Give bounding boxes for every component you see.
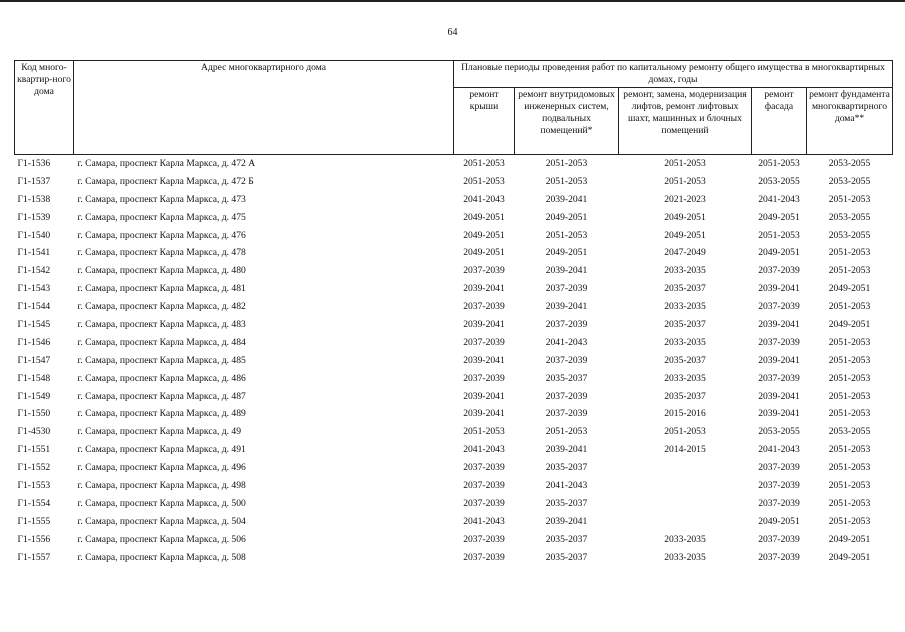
cell-facade: 2039-2041 (758, 390, 800, 402)
cell-facade: 2041-2043 (758, 193, 800, 205)
cell-lifts (619, 495, 752, 513)
cell-code: Г1-1553 (17, 479, 51, 491)
table-row (15, 477, 893, 495)
cell-foundation: 2053-2055 (828, 211, 871, 223)
cell-lifts: 2051-2053 (664, 157, 706, 169)
cell-address: г. Самара, проспект Карла Маркса, д. 481 (77, 283, 246, 295)
cell-address: г. Самара, проспект Карла Маркса, д. 478 (77, 247, 246, 259)
table-row (15, 298, 893, 316)
cell-engineering: 2035-2037 (545, 497, 588, 509)
cell-roof: 2041-2043 (463, 193, 505, 205)
cell-foundation: 2049-2051 (828, 551, 871, 563)
table-row (15, 334, 893, 352)
table-row (15, 513, 893, 531)
cell-lifts: 2051-2053 (664, 426, 706, 438)
repair-schedule-sheet (14, 60, 892, 566)
cell-foundation: 2051-2053 (828, 372, 871, 384)
header-foundation: ремонт фундамента многоквартирного дома** (807, 88, 893, 155)
cell-code: Г1-1550 (17, 408, 51, 420)
cell-code: Г1-1544 (17, 301, 51, 313)
cell-address: г. Самара, проспект Карла Маркса, д. 484 (77, 336, 246, 348)
cell-facade: 2053-2055 (758, 426, 800, 438)
cell-address: г. Самара, проспект Карла Маркса, д. 472 А (77, 157, 256, 169)
cell-code: Г1-1538 (17, 193, 51, 205)
cell-roof: 2051-2053 (463, 426, 505, 438)
cell-roof: 2041-2043 (463, 444, 505, 456)
cell-engineering: 2051-2053 (545, 157, 588, 169)
table-header (15, 61, 893, 155)
cell-roof: 2041-2043 (463, 515, 505, 527)
cell-lifts: 2014-2015 (664, 444, 706, 456)
cell-engineering: 2039-2041 (545, 193, 588, 205)
cell-foundation: 2049-2051 (828, 318, 871, 330)
cell-facade: 2037-2039 (758, 372, 800, 384)
cell-engineering: 2039-2041 (545, 515, 588, 527)
cell-address: г. Самара, проспект Карла Маркса, д. 482 (77, 301, 246, 313)
cell-roof: 2037-2039 (463, 265, 505, 277)
cell-address: г. Самара, проспект Карла Маркса, д. 475 (77, 211, 246, 223)
cell-engineering: 2051-2053 (545, 175, 588, 187)
cell-facade: 2037-2039 (758, 551, 800, 563)
table-row (15, 262, 893, 280)
cell-code: Г1-1547 (17, 354, 51, 366)
cell-roof: 2051-2053 (463, 175, 505, 187)
cell-foundation: 2051-2053 (828, 354, 871, 366)
cell-lifts: 2035-2037 (664, 354, 706, 366)
cell-facade: 2039-2041 (758, 354, 800, 366)
cell-code: Г1-1537 (17, 175, 51, 187)
cell-facade: 2049-2051 (758, 515, 800, 527)
cell-lifts: 2033-2035 (664, 301, 706, 313)
cell-code: Г1-1548 (17, 372, 51, 384)
cell-address: г. Самара, проспект Карла Маркса, д. 508 (77, 551, 246, 563)
cell-foundation: 2053-2055 (828, 175, 871, 187)
cell-facade: 2051-2053 (758, 229, 800, 241)
cell-foundation: 2051-2053 (828, 390, 871, 402)
cell-facade: 2037-2039 (758, 479, 800, 491)
cell-engineering: 2051-2053 (545, 229, 588, 241)
cell-code: Г1-1551 (17, 444, 51, 456)
header-code: Код много-квартир-ного дома (15, 61, 74, 155)
cell-lifts: 2049-2051 (664, 229, 706, 241)
table-row (15, 549, 893, 567)
header-roof: ремонт крыши (454, 88, 515, 155)
cell-lifts: 2049-2051 (664, 211, 706, 223)
cell-lifts: 2015-2016 (664, 408, 706, 420)
cell-engineering: 2041-2043 (545, 479, 588, 491)
cell-code: Г1-1539 (17, 211, 51, 223)
cell-lifts (619, 477, 752, 495)
cell-engineering: 2035-2037 (545, 551, 588, 563)
cell-facade: 2039-2041 (758, 283, 800, 295)
cell-facade: 2037-2039 (758, 336, 800, 348)
cell-code: Г1-1546 (17, 336, 51, 348)
cell-foundation: 2053-2055 (828, 229, 871, 241)
cell-address: г. Самара, проспект Карла Маркса, д. 506 (77, 533, 246, 545)
table-row (15, 316, 893, 334)
cell-foundation: 2051-2053 (828, 301, 871, 313)
cell-lifts: 2047-2049 (664, 247, 706, 259)
cell-foundation: 2051-2053 (828, 444, 871, 456)
cell-foundation: 2051-2053 (828, 497, 871, 509)
cell-roof: 2039-2041 (463, 390, 505, 402)
cell-address: г. Самара, проспект Карла Маркса, д. 486 (77, 372, 246, 384)
cell-foundation: 2051-2053 (828, 193, 871, 205)
cell-engineering: 2035-2037 (545, 372, 588, 384)
cell-code: Г1-1541 (17, 247, 51, 259)
table-row (15, 495, 893, 513)
cell-code: Г1-1542 (17, 265, 51, 277)
cell-lifts: 2035-2037 (664, 390, 706, 402)
cell-engineering: 2041-2043 (545, 336, 588, 348)
cell-code: Г1-1545 (17, 318, 51, 330)
cell-foundation: 2051-2053 (828, 265, 871, 277)
cell-code: Г1-1552 (17, 462, 51, 474)
cell-roof: 2039-2041 (463, 354, 505, 366)
cell-facade: 2037-2039 (758, 265, 800, 277)
cell-facade: 2041-2043 (758, 444, 800, 456)
cell-code: Г1-1549 (17, 390, 51, 402)
cell-roof: 2049-2051 (463, 247, 505, 259)
cell-lifts: 2033-2035 (664, 336, 706, 348)
cell-foundation: 2051-2053 (828, 462, 871, 474)
table-row (15, 388, 893, 406)
cell-facade: 2037-2039 (758, 301, 800, 313)
cell-roof: 2049-2051 (463, 229, 505, 241)
header-facade: ремонт фасада (752, 88, 807, 155)
cell-lifts: 2033-2035 (664, 533, 706, 545)
cell-address: г. Самара, проспект Карла Маркса, д. 496 (77, 462, 246, 474)
cell-engineering: 2037-2039 (545, 318, 588, 330)
table-row (15, 405, 893, 423)
cell-lifts (619, 459, 752, 477)
page-number: 64 (447, 27, 458, 38)
cell-address: г. Самара, проспект Карла Маркса, д. 491 (77, 444, 246, 456)
cell-engineering: 2035-2037 (545, 462, 588, 474)
cell-lifts: 2051-2053 (664, 175, 706, 187)
cell-roof: 2037-2039 (463, 336, 505, 348)
table-row (15, 370, 893, 388)
cell-facade: 2037-2039 (758, 497, 800, 509)
cell-engineering: 2039-2041 (545, 444, 588, 456)
cell-foundation: 2051-2053 (828, 408, 871, 420)
cell-engineering: 2049-2051 (545, 211, 588, 223)
cell-address: г. Самара, проспект Карла Маркса, д. 489 (77, 408, 246, 420)
header-engineering: ремонт внутридомовых инженерных систем, подвальных помещений* (515, 88, 619, 155)
cell-address: г. Самара, проспект Карла Маркса, д. 504 (77, 515, 246, 527)
cell-roof: 2037-2039 (463, 301, 505, 313)
cell-facade: 2049-2051 (758, 247, 800, 259)
cell-roof: 2051-2053 (463, 157, 505, 169)
cell-engineering: 2039-2041 (545, 265, 588, 277)
cell-code: Г1-1540 (17, 229, 51, 241)
cell-lifts: 2033-2035 (664, 372, 706, 384)
cell-foundation: 2053-2055 (828, 426, 871, 438)
cell-lifts: 2033-2035 (664, 551, 706, 563)
cell-facade: 2037-2039 (758, 462, 800, 474)
cell-roof: 2049-2051 (463, 211, 505, 223)
cell-code: Г1-1556 (17, 533, 51, 545)
cell-roof: 2037-2039 (463, 479, 505, 491)
cell-address: г. Самара, проспект Карла Маркса, д. 49 (77, 426, 242, 438)
cell-lifts: 2035-2037 (664, 318, 706, 330)
cell-engineering: 2037-2039 (545, 283, 588, 295)
cell-foundation: 2049-2051 (828, 533, 871, 545)
repair-schedule-table (14, 60, 893, 566)
table-row (15, 352, 893, 370)
cell-address: г. Самара, проспект Карла Маркса, д. 498 (77, 479, 246, 491)
cell-code: Г1-1543 (17, 283, 51, 295)
cell-engineering: 2039-2041 (545, 301, 588, 313)
cell-roof: 2039-2041 (463, 283, 505, 295)
cell-foundation: 2051-2053 (828, 515, 871, 527)
table-row (15, 227, 893, 245)
cell-facade: 2037-2039 (758, 533, 800, 545)
table-row (15, 441, 893, 459)
table-row (15, 209, 893, 227)
cell-facade: 2053-2055 (758, 175, 800, 187)
cell-address: г. Самара, проспект Карла Маркса, д. 485 (77, 354, 246, 366)
cell-engineering: 2049-2051 (545, 247, 588, 259)
cell-foundation: 2053-2055 (828, 157, 871, 169)
header-address: Адрес многоквартирного дома (74, 61, 454, 155)
cell-lifts: 2035-2037 (664, 283, 706, 295)
cell-code: Г1-1555 (17, 515, 51, 527)
table-body (15, 155, 893, 567)
cell-address: г. Самара, проспект Карла Маркса, д. 483 (77, 318, 246, 330)
table-row (15, 155, 893, 173)
cell-engineering: 2051-2053 (545, 426, 588, 438)
cell-lifts: 2033-2035 (664, 265, 706, 277)
cell-facade: 2049-2051 (758, 211, 800, 223)
header-lifts: ремонт, замена, модернизация лифтов, ремонт лифтовых шахт, машинных и блочных помещений (619, 88, 752, 155)
cell-facade: 2051-2053 (758, 157, 800, 169)
table-row (15, 280, 893, 298)
cell-address: г. Самара, проспект Карла Маркса, д. 480 (77, 265, 246, 277)
cell-lifts (619, 513, 752, 531)
page-top-rule (0, 0, 905, 2)
table-row (15, 191, 893, 209)
cell-facade: 2039-2041 (758, 318, 800, 330)
table-row (15, 423, 893, 441)
cell-code: Г1-4530 (17, 426, 51, 438)
table-row (15, 459, 893, 477)
cell-engineering: 2037-2039 (545, 408, 588, 420)
cell-roof: 2037-2039 (463, 497, 505, 509)
cell-address: г. Самара, проспект Карла Маркса, д. 487 (77, 390, 246, 402)
cell-foundation: 2051-2053 (828, 247, 871, 259)
table-row (15, 244, 893, 262)
cell-code: Г1-1554 (17, 497, 51, 509)
cell-lifts: 2021-2023 (664, 193, 706, 205)
cell-foundation: 2049-2051 (828, 283, 871, 295)
cell-roof: 2037-2039 (463, 533, 505, 545)
cell-roof: 2037-2039 (463, 551, 505, 563)
header-periods: Плановые периоды проведения работ по капитальному ремонту общего имущества в многоквартирных домах, годы (454, 61, 893, 88)
cell-engineering: 2035-2037 (545, 533, 588, 545)
cell-foundation: 2051-2053 (828, 336, 871, 348)
cell-code: Г1-1536 (17, 157, 51, 169)
table-row (15, 173, 893, 191)
cell-address: г. Самара, проспект Карла Маркса, д. 500 (77, 497, 246, 509)
cell-roof: 2039-2041 (463, 318, 505, 330)
cell-address: г. Самара, проспект Карла Маркса, д. 472 Б (77, 175, 254, 187)
cell-foundation: 2051-2053 (828, 479, 871, 491)
cell-engineering: 2037-2039 (545, 390, 588, 402)
cell-roof: 2039-2041 (463, 408, 505, 420)
cell-facade: 2039-2041 (758, 408, 800, 420)
table-row (15, 531, 893, 549)
cell-code: Г1-1557 (17, 551, 51, 563)
cell-engineering: 2037-2039 (545, 354, 588, 366)
cell-address: г. Самара, проспект Карла Маркса, д. 476 (77, 229, 246, 241)
cell-address: г. Самара, проспект Карла Маркса, д. 473 (77, 193, 246, 205)
cell-roof: 2037-2039 (463, 372, 505, 384)
cell-roof: 2037-2039 (463, 462, 505, 474)
